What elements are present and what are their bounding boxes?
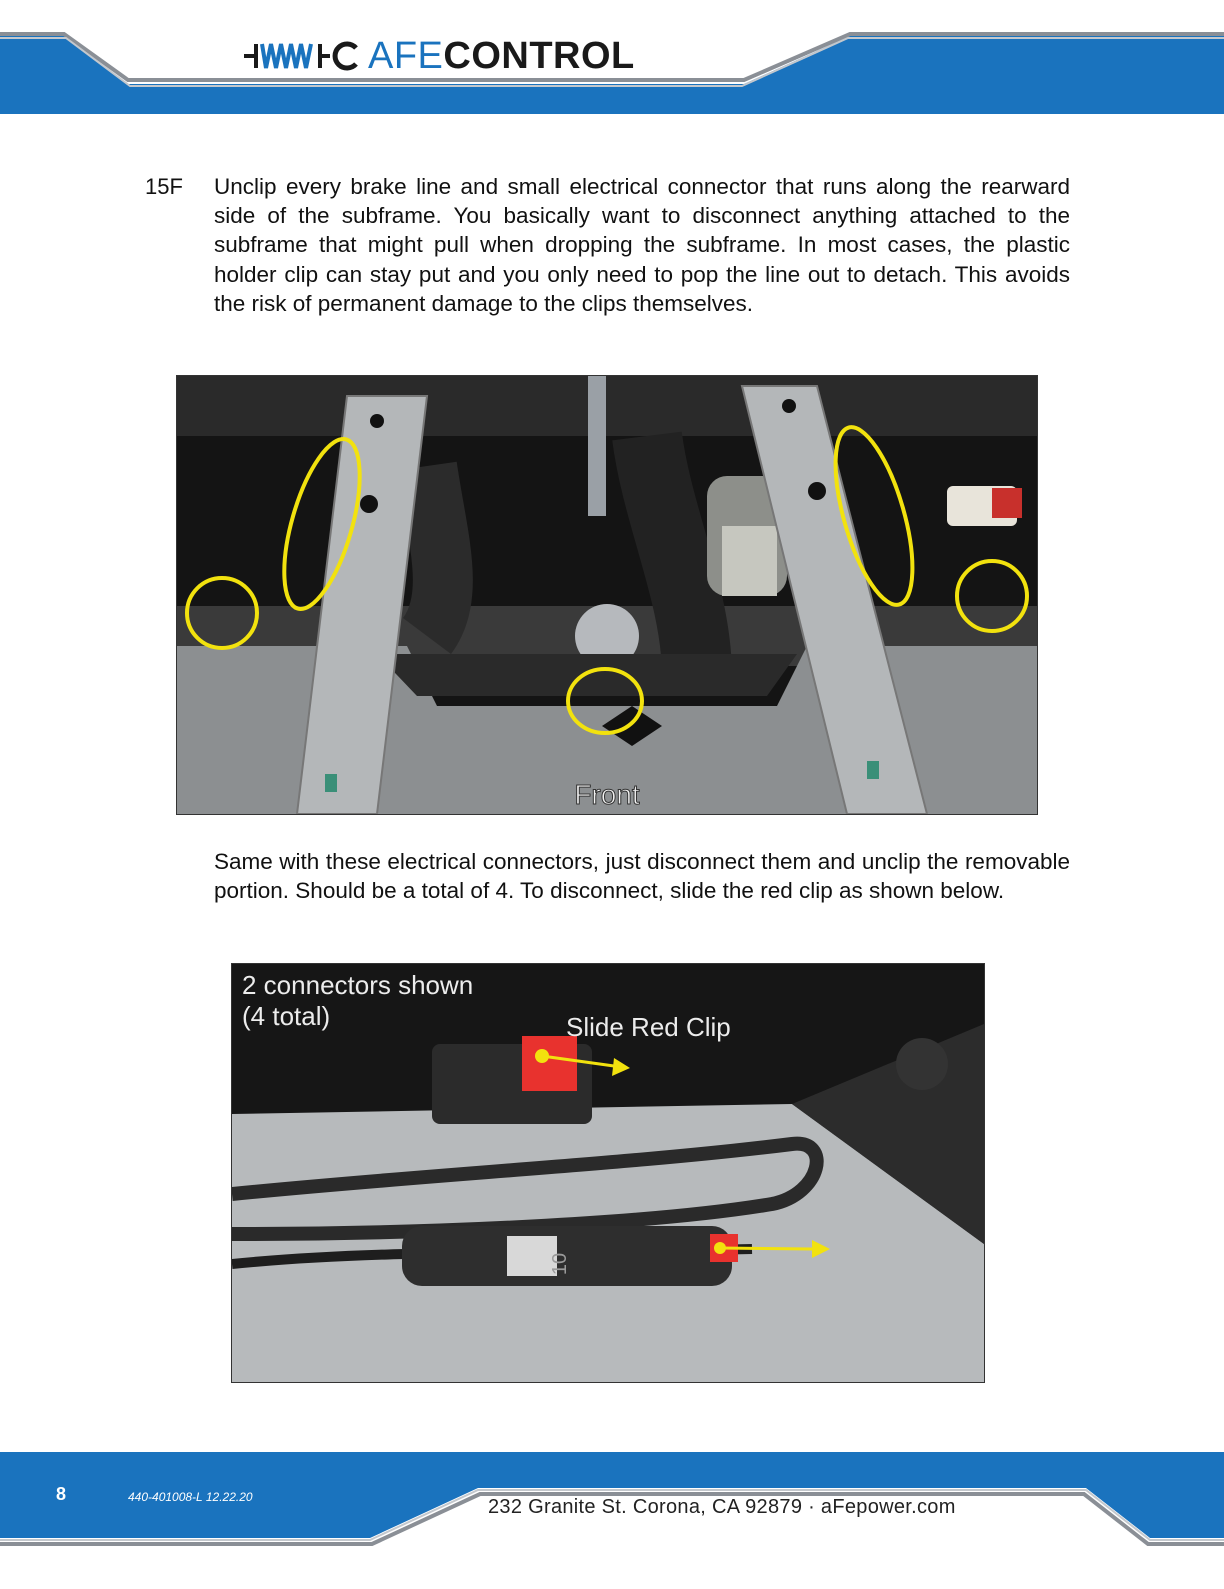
connector-count-label: 2 connectors shown	[242, 970, 474, 1000]
company-address: 232 Granite St. Corona, CA 92879 · aFepower.com	[488, 1496, 956, 1518]
brand-prefix: AFE	[368, 35, 444, 77]
subframe-photo	[176, 375, 1038, 815]
brand-name	[368, 36, 635, 76]
brand-suffix: CONTROL	[443, 35, 635, 77]
slide-clip-label: Slide Red Clip	[566, 1012, 731, 1042]
document-code: 440-401008-L 12.22.20	[128, 1490, 253, 1504]
step-number: 15F	[145, 174, 183, 199]
step-instructions: Unclip every brake line and small electrical connector that runs along the rearward side of the subframe. You basically want to disconnect anything attached to the subframe that might pull when dropping the subframe. In most cases, the plastic holder clip can stay put and you only need to pop the line out to detach. This avoids the risk of permanent damage to the clips themselves.	[214, 174, 1070, 316]
afe-control-logo-icon	[244, 40, 364, 72]
page-number: 8	[56, 1484, 67, 1504]
connector-instructions: Same with these electrical connectors, just disconnect them and unclip the removable portion. Should be a total of 4. To disconnect, slide the red clip as shown below.	[214, 849, 1070, 904]
connector-photo	[231, 963, 985, 1383]
connector-number: 10	[549, 1252, 571, 1276]
front-caption: Front	[574, 779, 640, 810]
connector-total-label: (4 total)	[242, 1001, 331, 1031]
brand-logo	[244, 36, 635, 76]
